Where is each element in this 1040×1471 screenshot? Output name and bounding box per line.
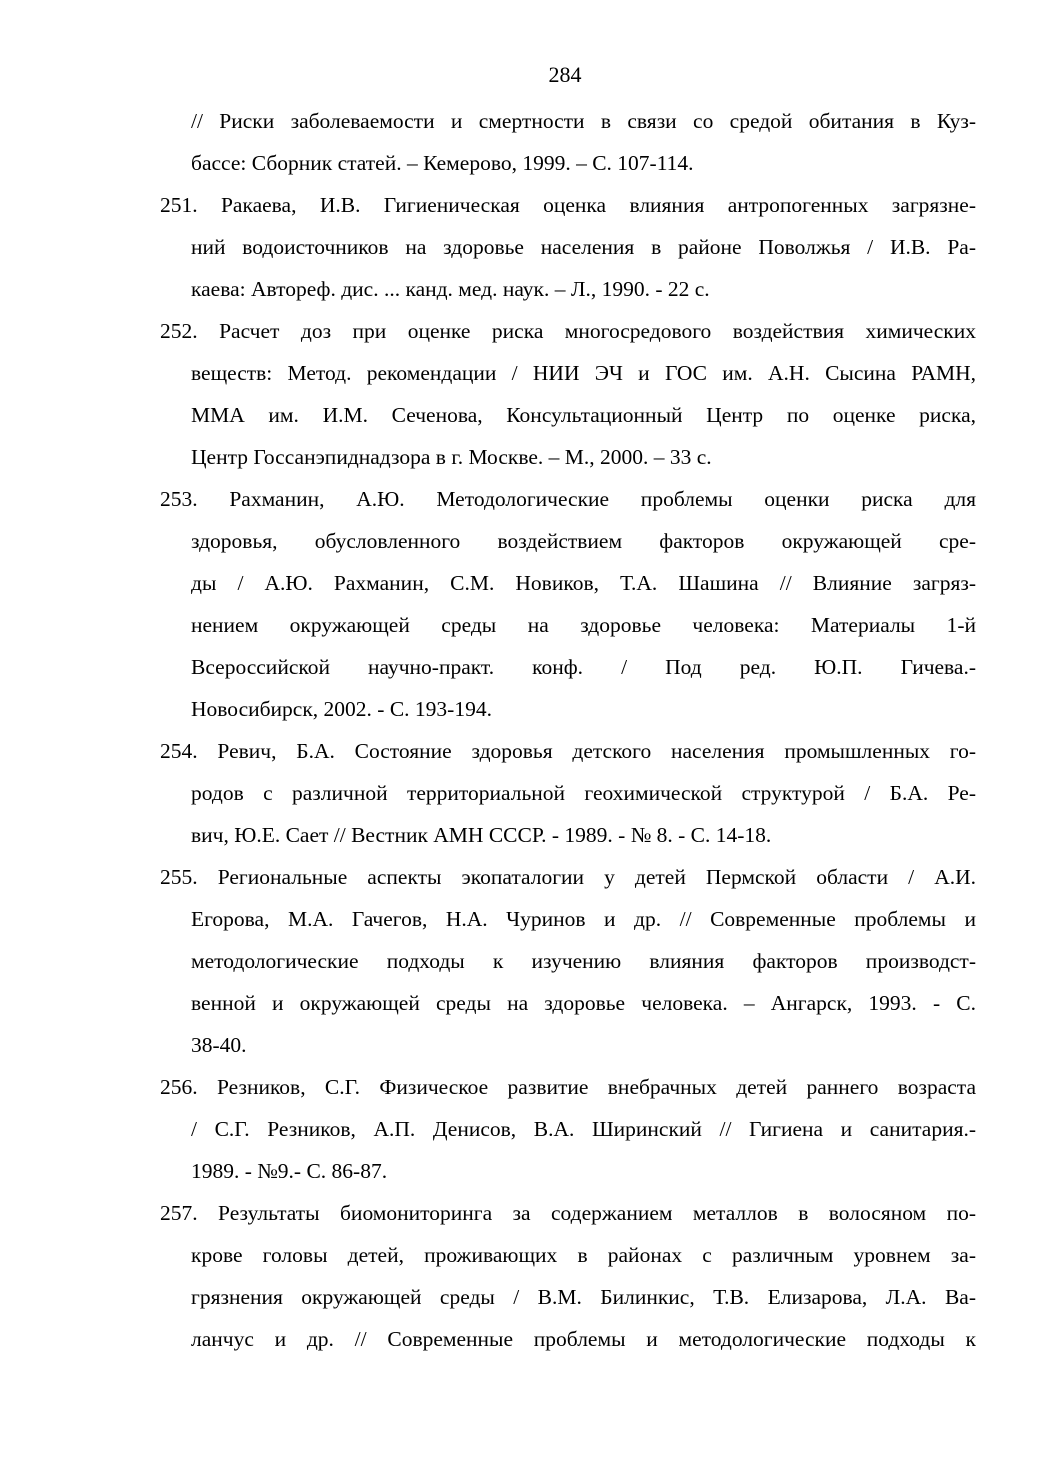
entry-line: Всероссийской научно-практ. конф. / Под ред. Ю.П. Гичева.- (191, 655, 976, 679)
entry-line: 257. Результаты биомониторинга за содержанием металлов в волосяном по- (160, 1201, 976, 1225)
entry-line: 252. Расчет доз при оценке риска многосредового воздействия химических (160, 319, 976, 343)
entry-line: Центр Госсанэпиднадзора в г. Москве. – М., 2000. – 33 с. (191, 445, 712, 469)
bibliography-entry-251 (160, 184, 976, 310)
entry-line: крове головы детей, проживающих в районах с различным уровнем за- (191, 1243, 976, 1267)
entry-line: бассе: Сборник статей. – Кемерово, 1999. – С. 107-114. (191, 151, 694, 175)
page-number: 284 (548, 62, 582, 87)
bibliography-entry-254 (160, 730, 976, 856)
entry-line: ланчус и др. // Современные проблемы и методологические подходы к (191, 1327, 976, 1351)
entry-line: 253. Рахманин, А.Ю. Методологические проблемы оценки риска для (160, 487, 976, 511)
entry-line: венной и окружающей среды на здоровье человека. – Ангарск, 1993. - С. (191, 991, 976, 1015)
entry-line: 251. Ракаева, И.В. Гигиеническая оценка влияния антропогенных загрязне- (160, 193, 976, 217)
entry-line: грязнения окружающей среды / В.М. Билинкис, Т.В. Елизарова, Л.А. Ва- (191, 1285, 976, 1309)
entry-line: 256. Резников, С.Г. Физическое развитие внебрачных детей раннего возраста (160, 1075, 976, 1099)
entry-line: / С.Г. Резников, А.П. Денисов, В.А. Ширинский // Гигиена и санитария.- (191, 1117, 976, 1141)
entry-line: ды / А.Ю. Рахманин, С.М. Новиков, Т.А. Шашина // Влияние загряз- (191, 571, 976, 595)
entry-line: вич, Ю.Е. Сает // Вестник АМН СССР. - 1989. - № 8. - С. 14-18. (191, 823, 772, 847)
entry-line: 254. Ревич, Б.А. Состояние здоровья детского населения промышленных го- (160, 739, 976, 763)
bibliography-entry-255 (160, 856, 976, 1066)
entry-line: веществ: Метод. рекомендации / НИИ ЭЧ и ГОС им. А.Н. Сысина РАМН, (191, 361, 976, 385)
entry-line: 1989. - №9.- С. 86-87. (191, 1159, 388, 1183)
entry-line: ММА им. И.М. Сеченова, Консультационный Центр по оценке риска, (191, 403, 976, 427)
entry-line: ний водоисточников на здоровье населения в районе Поволжья / И.В. Ра- (191, 235, 976, 259)
entry-line: родов с различной территориальной геохимической структурой / Б.А. Ре- (191, 781, 976, 805)
bibliography-entry-253 (160, 478, 976, 730)
entry-line: каева: Автореф. дис. ... канд. мед. наук. – Л., 1990. - 22 с. (191, 277, 710, 301)
entry-line: методологические подходы к изучению влияния факторов производст- (191, 949, 976, 973)
entry-line: Новосибирск, 2002. - С. 193-194. (191, 697, 492, 721)
entry-line: здоровья, обусловленного воздействием факторов окружающей сре- (191, 529, 976, 553)
entry-line: нением окружающей среды на здоровье человека: Материалы 1-й (191, 613, 976, 637)
bibliography-entry-continuation (160, 100, 976, 184)
entry-line: 255. Региональные аспекты экопаталогии у детей Пермской области / А.И. (160, 865, 976, 889)
entry-line: Егорова, М.А. Гачегов, Н.А. Чуринов и др. // Современные проблемы и (191, 907, 976, 931)
bibliography (160, 100, 976, 1360)
entry-line: // Риски заболеваемости и смертности в связи со средой обитания в Куз- (191, 109, 976, 133)
entry-line: 38-40. (191, 1033, 247, 1057)
bibliography-entry-257 (160, 1192, 976, 1360)
bibliography-entry-252 (160, 310, 976, 478)
bibliography-entry-256 (160, 1066, 976, 1192)
